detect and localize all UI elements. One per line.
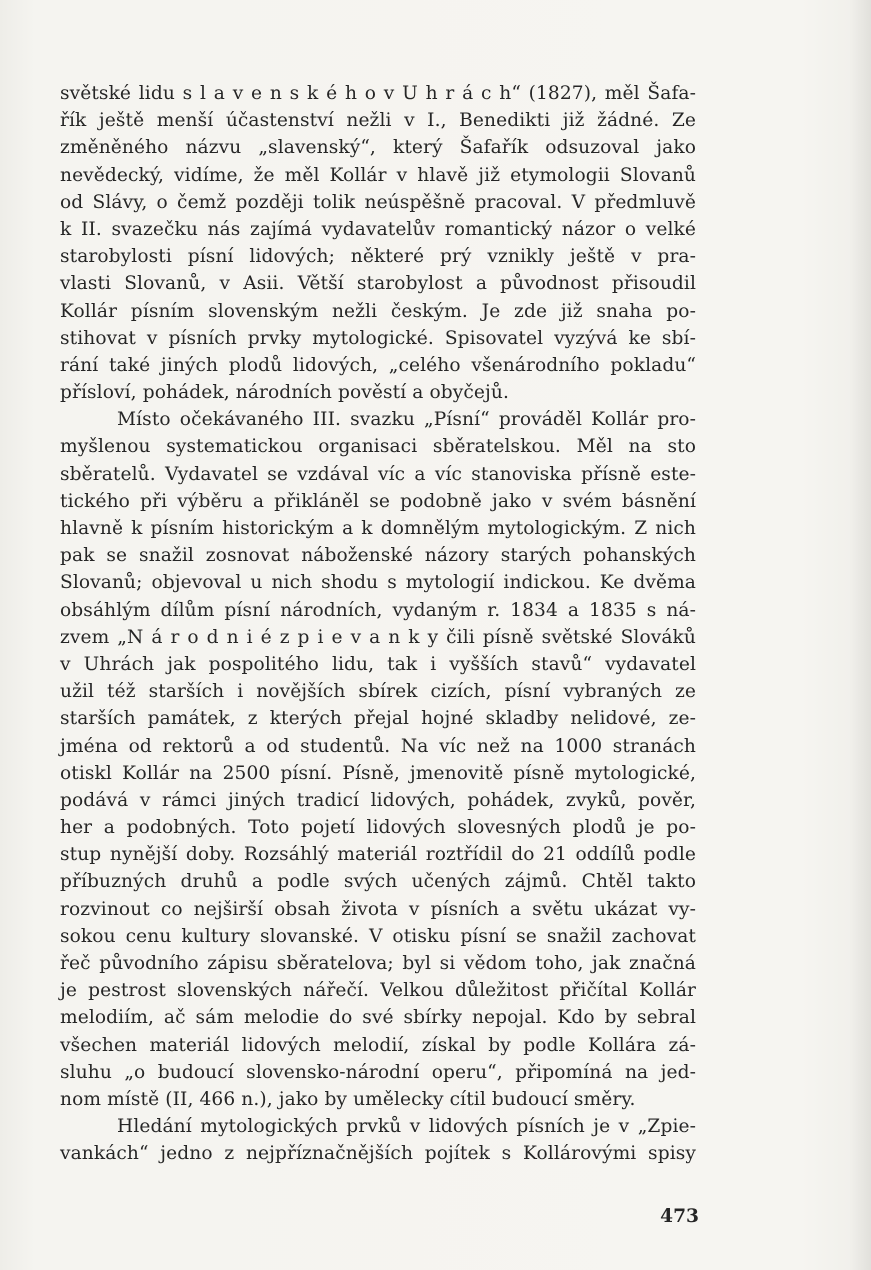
- text-line: sluhu „o budoucí slovensko-národní operu“, připomíná na jed-: [60, 1061, 696, 1083]
- text-line: přísloví, pohádek, národních pověstí a obyčejů.: [60, 382, 509, 404]
- text-line: starobylosti písní lidových; některé prý vznikly ještě v pra-: [60, 246, 696, 268]
- text-line: nom místě (II, 466 n.), jako by umělecky cítil budoucí směry.: [60, 1088, 636, 1110]
- text-line: rozvinout co nejširší obsah života v písních a světu ukázat vy-: [60, 898, 696, 920]
- text-line: užil též starších i novějších sbírek cizích, písní vybraných ze: [60, 681, 696, 703]
- text-line: otiskl Kollár na 2500 písní. Písně, jmenovitě písně mytologické,: [60, 762, 696, 784]
- text-line: jména od rektorů a od studentů. Na víc než na 1000 stranách: [60, 735, 696, 757]
- text-line: Hledání mytologických prvků v lidových písních je v „Zpie-: [117, 1116, 696, 1138]
- text-line: rání také jiných plodů lidových, „celého všenárodního pokladu“: [60, 354, 696, 376]
- text-line: v Uhrách jak pospolitého lidu, tak i vyšších stavů“ vydavatel: [60, 653, 696, 675]
- page-edge-shadow: [849, 0, 871, 1270]
- text-line: vankách“ jedno z nejpříznačnějších pojítek s Kollárovými spisy: [60, 1143, 696, 1165]
- text-line: myšlenou systematickou organisaci sběratelskou. Měl na sto: [60, 436, 696, 458]
- text-line: obsáhlým dílům písní národních, vydaným r. 1834 a 1835 s ná-: [60, 599, 696, 621]
- text-line: podává v rámci jiných tradicí lidových, pohádek, zvyků, pověr,: [60, 789, 696, 811]
- text-line: her a podobných. Toto pojetí lidových slovesných plodů je po-: [60, 817, 696, 839]
- text-line: zvem „N á r o d n i é z p i e v a n k y čili písně světské Slováků: [60, 626, 696, 648]
- text-line: je pestrost slovenských nářečí. Velkou důležitost přičítal Kollár: [60, 980, 696, 1002]
- text-line: sběratelů. Vydavatel se vzdával víc a víc stanoviska přísně este-: [60, 463, 696, 485]
- text-line: tického při výběru a přikláněl se podobně jako v svém básnění: [60, 490, 696, 512]
- text-line: příbuzných druhů a podle svých učených zájmů. Chtěl takto: [60, 871, 696, 893]
- text-line: starších památek, z kterých přejal hojné skladby nelidové, ze-: [60, 708, 696, 730]
- text-line: sokou cenu kultury slovanské. V otisku písní se snažil zachovat: [60, 925, 696, 947]
- text-line: melodiím, ač sám melodie do své sbírky nepojal. Kdo by sebral: [60, 1007, 696, 1029]
- body-text: [60, 80, 696, 1168]
- text-line: světské lidu s l a v e n s k é h o v U h r á c h“ (1827), měl Šafa-: [60, 83, 696, 104]
- text-line: stihovat v písních prvky mytologické. Spisovatel vyzývá ke sbí-: [60, 327, 696, 349]
- text-line: Kollár písním slovenským nežli českým. Je zde již snaha po-: [60, 300, 696, 322]
- text-line: hlavně k písním historickým a k domnělým mytologickým. Z nich: [60, 518, 696, 539]
- text-line: Místo očekávaného III. svazku „Písní“ prováděl Kollár pro-: [117, 409, 696, 431]
- text-line: všechen materiál lidových melodií, získal by podle Kollára zá-: [60, 1034, 696, 1056]
- text-line: pak se snažil zosnovat náboženské názory starých pohanských: [60, 545, 696, 567]
- text-line: vlasti Slovanů, v Asii. Větší starobylost a původnost přisoudil: [60, 273, 696, 295]
- text-line: řík ještě menší účastenství nežli v I., Benedikti již žádné. Ze: [60, 110, 696, 132]
- text-line: řeč původního zápisu sběratelova; byl si vědom toho, jak značná: [60, 953, 696, 974]
- text-line: k II. svazečku nás zajímá vydavatelův romantický názor o velké: [60, 218, 696, 240]
- text-line: od Slávy, o čemž později tolik neúspěšně pracoval. V předmluvě: [60, 191, 696, 213]
- page-number: 473: [660, 1206, 699, 1227]
- text-line: stup nynější doby. Rozsáhlý materiál roztřídil do 21 oddílů podle: [60, 844, 696, 866]
- text-line: nevědecký, vidíme, že měl Kollár v hlavě již etymologii Slovanů: [60, 164, 696, 186]
- text-line: změněného názvu „slavenský“, který Šafařík odsuzoval jako: [60, 137, 696, 159]
- text-line: Slovanů; objevoval u nich shodu s mytologií indickou. Ke dvěma: [60, 572, 696, 594]
